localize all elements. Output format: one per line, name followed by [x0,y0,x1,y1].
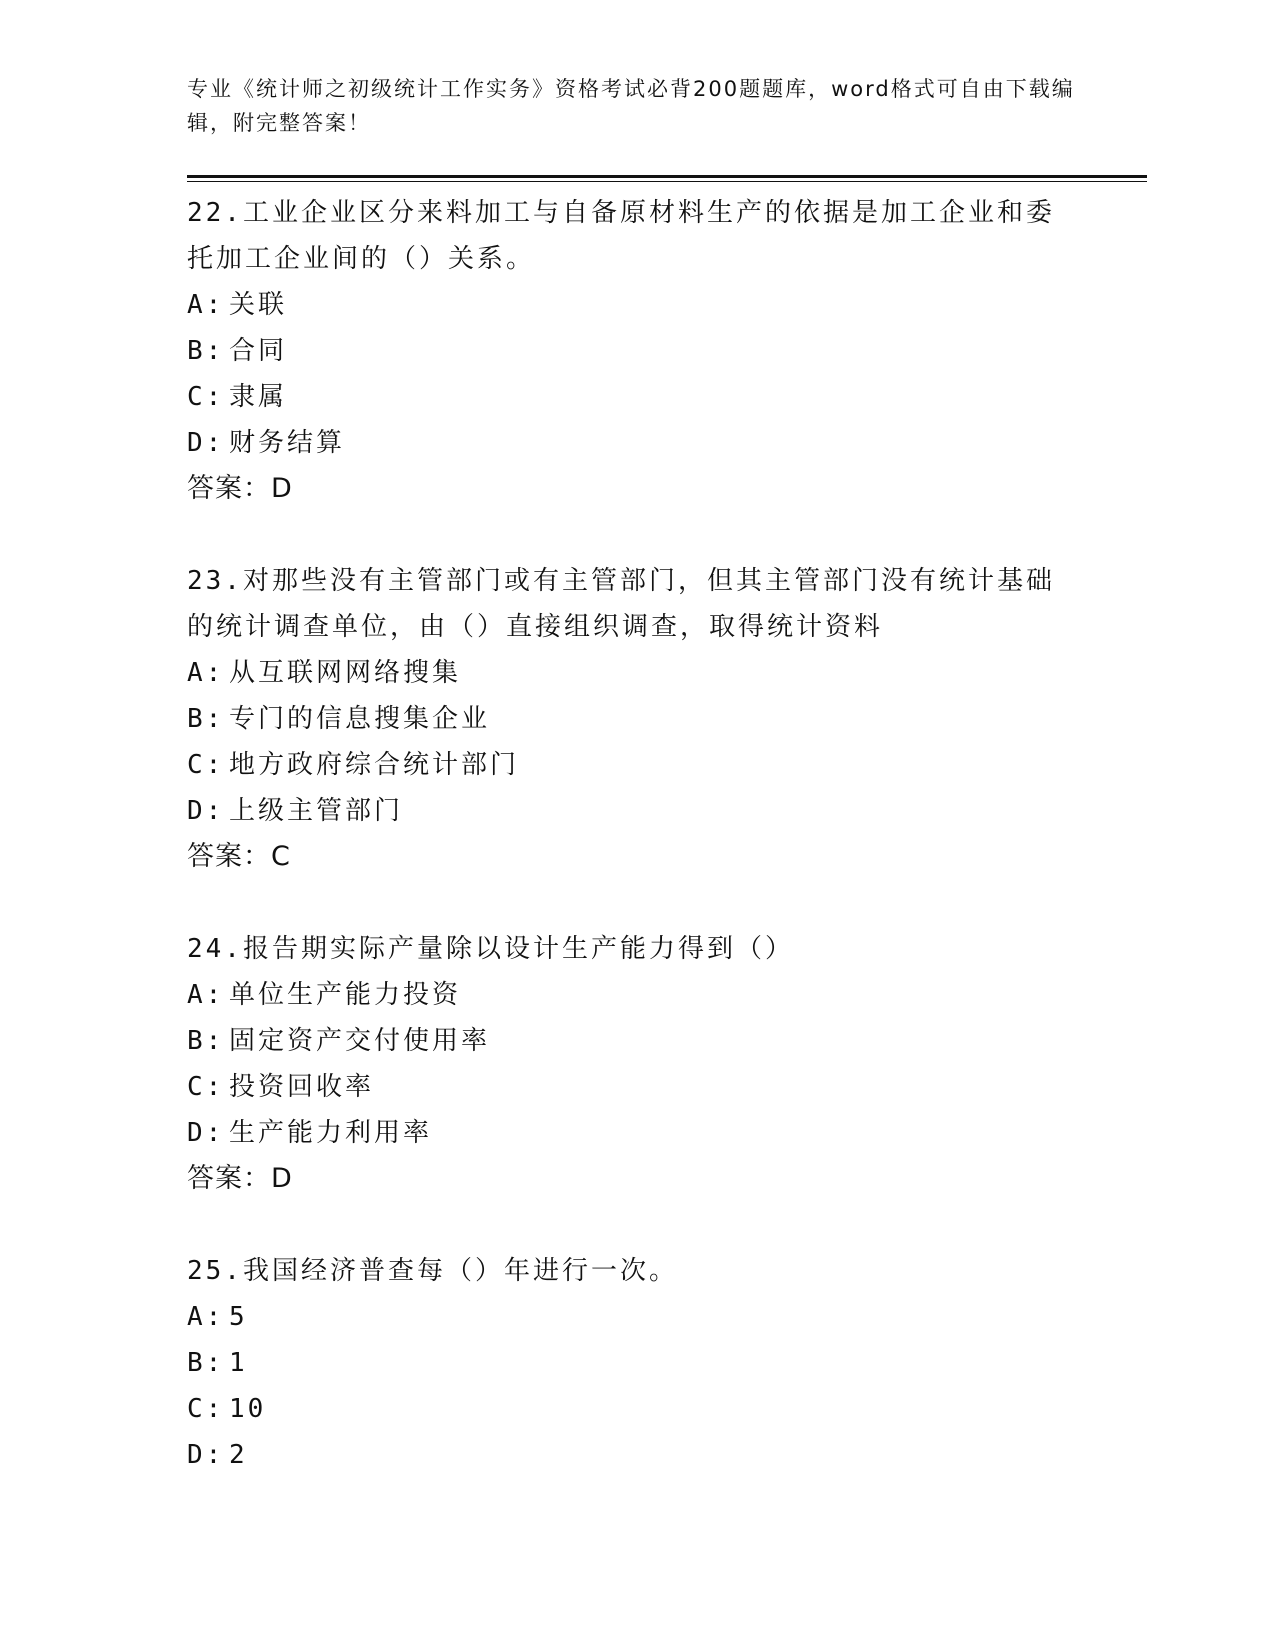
option-text: 财务结算 [229,428,346,458]
option-text: 地方政府综合统计部门 [229,750,520,780]
option-letter: A: [187,980,225,1010]
option-text: 从互联网网络搜集 [229,658,462,688]
option-letter: C: [187,1072,225,1102]
option-letter: D: [187,796,225,826]
answer-line: 答案：C [187,841,291,872]
question-text: 22.工业企业区分来料加工与自备原材料生产的依据是加工企业和委托加工企业间的（）关系。 [187,198,1055,274]
option-text: 隶属 [229,382,288,412]
option-d [187,1110,1087,1156]
option-b [187,1018,1087,1064]
option-text: 10 [229,1394,267,1424]
option-letter: B: [187,336,225,366]
option-b [187,1340,1087,1386]
option-letter: B: [187,1348,225,1378]
question-22 [187,190,1087,512]
answer-line: 答案：D [187,1163,293,1194]
option-c [187,374,1087,420]
header-rule-thin [187,181,1147,182]
option-c [187,1064,1087,1110]
option-text: 关联 [229,290,288,320]
option-b [187,696,1087,742]
option-letter: B: [187,1026,225,1056]
question-text: 25.我国经济普查每（）年进行一次。 [187,1256,678,1286]
option-d [187,1432,1087,1478]
option-letter: C: [187,1394,225,1424]
question-24 [187,926,1087,1202]
option-letter: A: [187,658,225,688]
option-letter: D: [187,428,225,458]
option-b [187,328,1087,374]
option-letter: C: [187,750,225,780]
option-c [187,1386,1087,1432]
option-letter: A: [187,1302,225,1332]
option-text: 上级主管部门 [229,796,404,826]
option-a [187,650,1087,696]
question-23 [187,558,1087,880]
option-letter: D: [187,1440,225,1470]
header-rule-thick [187,175,1147,178]
option-text: 投资回收率 [229,1072,375,1102]
option-text: 5 [229,1302,248,1332]
option-d [187,420,1087,466]
document-page [187,0,1147,1650]
answer-line: 答案：D [187,473,293,504]
option-a [187,282,1087,328]
option-text: 1 [229,1348,248,1378]
option-text: 2 [229,1440,248,1470]
option-letter: A: [187,290,225,320]
option-text: 生产能力利用率 [229,1118,433,1148]
option-text: 固定资产交付使用率 [229,1026,491,1056]
option-c [187,742,1087,788]
question-text: 24.报告期实际产量除以设计生产能力得到（） [187,934,794,964]
question-text: 23.对那些没有主管部门或有主管部门，但其主管部门没有统计基础的统计调查单位，由（）直接组织调查，取得统计资料 [187,566,1055,642]
option-letter: D: [187,1118,225,1148]
option-text: 专门的信息搜集企业 [229,704,491,734]
option-a [187,1294,1087,1340]
option-letter: C: [187,382,225,412]
question-25 [187,1248,1087,1478]
option-text: 合同 [229,336,288,366]
option-d [187,788,1087,834]
option-a [187,972,1087,1018]
option-letter: B: [187,704,225,734]
question-list [187,190,1087,1524]
option-text: 单位生产能力投资 [229,980,462,1010]
document-header: 专业《统计师之初级统计工作实务》资格考试必背200题题库，word格式可自由下载编辑，附完整答案！ [187,77,1075,135]
